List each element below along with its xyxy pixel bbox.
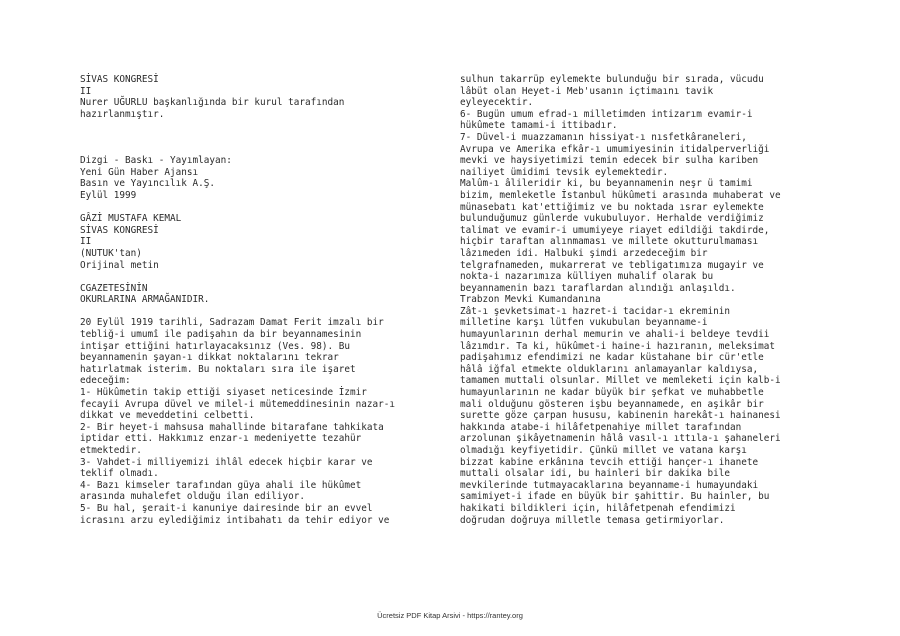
text-line: 3- Vahdet-i milliyemizi ihlâl edecek hiçbir karar ve	[80, 456, 373, 468]
text-line: fecayii Avrupa düvel ve milel-i mütemeddinesinin nazar-ı	[80, 398, 396, 410]
text-line: mevki ve haysiyetimizi temin edecek bir sulha kariben	[460, 155, 759, 167]
blank-line	[80, 144, 425, 156]
text-line: mali olduğunu gösteren işbu beyannamede, en aşikâr bir	[460, 398, 764, 410]
text-line: talimat ve evamir-i umumiyeye riayet edildiği takdirde,	[460, 224, 770, 236]
text-line: 7- Düvel-i muazzamanın hissiyat-ı nısfetkâraneleri,	[460, 131, 747, 143]
text-line: hükûmete tamami-i ittibadır.	[460, 120, 618, 132]
text-line: surette göze çarpan hususu, kabinenin harekât-ı hainanesi	[460, 410, 781, 422]
text-line: Eylül 1999	[80, 189, 137, 201]
text-line: intişar ettiğini hatırlayacaksınız (Ves. 98). Bu	[80, 340, 351, 352]
text-line: telgrafnameden, mukarrerat ve tebligatımıza mugayir ve	[460, 259, 764, 271]
text-line: iptidar etti. Hakkımız enzar-ı medeniyette tezahür	[80, 433, 362, 445]
text-line: tebliğ-i umumî ile padişahın da bir beyannamesinin	[80, 329, 362, 341]
text-line: münasebatı kat'ettiğimiz ve bu noktada ısrar eylemekte	[460, 201, 764, 213]
text-line: edeceğim:	[80, 375, 131, 387]
text-line: hatırlatmak isterim. Bu noktaları sıra ile işaret	[80, 363, 356, 375]
text-line: icrasını arzu eylediğimiz intibahatı da tehir ediyor ve	[80, 514, 390, 526]
blank-line	[80, 271, 425, 283]
text-line: Orijinal metin	[80, 259, 159, 271]
text-line: OKURLARINA ARMAĞANIDIR.	[80, 294, 210, 306]
text-line: lâzımdır. Ta ki, hükûmet-i haine-i hazıranın, meleksimat	[460, 340, 776, 352]
text-line: humayunlarının ne kadar büyük bir şefkat ve muhabbetle	[460, 387, 764, 399]
text-line: 2- Bir heyet-i mahsusa mahallinde bitarafane tahkikata	[80, 421, 384, 433]
text-line: arasında muhalefet olduğu ilan ediliyor.	[80, 491, 306, 503]
text-line: II	[80, 85, 92, 97]
text-line: beyannamenin bazı taraflardan alındığı anlaşıldı.	[460, 282, 736, 294]
text-line: Dizgi - Baskı - Yayımlayan:	[80, 155, 232, 167]
text-line: (NUTUK'tan)	[80, 247, 142, 259]
text-line: bizim, memleketle İstanbul hükûmeti arasında muhaberat ve	[460, 189, 781, 201]
text-line: humayunlarının derhal memurin ve ahali-i beldeye tevdii	[460, 329, 770, 341]
text-line: Nurer UĞURLU başkanlığında bir kurul tarafından	[80, 97, 345, 109]
blank-line	[80, 132, 425, 144]
page-footer: Ücretsiz PDF Kitap Arsivi - https://rantey.org	[377, 611, 523, 620]
text-line: bizzat kabine erkânına tevcih ettiği hançer-ı ihanete	[460, 456, 759, 468]
right-text-column	[460, 74, 840, 526]
blank-line	[80, 120, 425, 132]
text-line: bulunduğumuz günlerde vukubuluyor. Herhalde verdiğimiz	[460, 213, 764, 225]
text-line: samimiyet-i ifade en büyük bir şahittir. Bu hainler, bu	[460, 491, 770, 503]
text-line: teklif olmadı.	[80, 468, 159, 480]
text-line: milletine karşı lütfen vukubulan beyanname-i	[460, 317, 708, 329]
text-line: Malûm-ı âlileridir ki, bu beyannamenin neşr ü tamimi	[460, 178, 753, 190]
text-line: nokta-i nazarımıza külliyen muhalif olarak bu	[460, 271, 714, 283]
text-line: CGAZETESİNİN	[80, 282, 148, 294]
text-line: GÂZİ MUSTAFA KEMAL	[80, 213, 182, 225]
text-line: hakikati bildikleri için, hilâfetpenah efendimizi	[460, 502, 736, 514]
text-line: sulhun takarrüp eylemekte bulunduğu bir sırada, vücudu	[460, 74, 764, 85]
blank-line	[80, 306, 425, 318]
text-line: SİVAS KONGRESİ	[80, 74, 159, 85]
text-line: 4- Bazı kimseler tarafından güya ahali ile hükûmet	[80, 479, 362, 491]
text-line: etmektedir.	[80, 445, 142, 456]
text-line: hâlâ iğfal etmekte olduklarını anlamayanlar kaldıysa,	[460, 363, 759, 375]
text-line: nailiyet ümidimi tevsik eylemektedir.	[460, 166, 669, 178]
text-line: padişahımız efendimizi ne kadar küstahane bir cür'etle	[460, 352, 764, 364]
text-line: hiçbir taraftan alınmaması ve millete okutturulmaması	[460, 236, 759, 248]
text-line: hazırlanmıştır.	[80, 108, 165, 120]
text-line: Trabzon Mevki Kumandanına	[460, 294, 601, 306]
text-line: olmadığı keyfiyetidir. Çünkü millet ve vatana karşı	[460, 445, 747, 456]
text-line: Basın ve Yayıncılık A.Ş.	[80, 178, 216, 190]
text-line: muttali olsalar idi, bu hainleri bir dakika bile	[460, 468, 731, 480]
text-line: 6- Bugün umum efrad-ı milletimden intizarım evamir-i	[460, 108, 753, 120]
text-line: mevkilerinde tutmayacaklarına beyanname-i humayundaki	[460, 479, 759, 491]
text-line: Yeni Gün Haber Ajansı	[80, 166, 199, 178]
text-line: 1- Hükûmetin takip ettiği siyaset neticesinde İzmir	[80, 387, 367, 399]
text-line: 5- Bu hal, şerait-i kanuniye dairesinde bir an evvel	[80, 502, 373, 514]
text-line: tamamen muttali olsunlar. Millet ve memleketi için kalb-i	[460, 375, 781, 387]
text-line: beyannamenin şayan-ı dikkat noktalarını tekrar	[80, 352, 339, 364]
text-line: eyleyecektir.	[460, 97, 534, 109]
text-line: hakkında atabe-i hilâfetpenahiye millet tarafından	[460, 421, 742, 433]
text-line: SİVAS KONGRESİ	[80, 224, 159, 236]
text-line: dikkat ve meveddetini celbetti.	[80, 410, 255, 422]
text-line: lâbüt olan Heyet-i Meb'usanın içtimaını tavik	[460, 85, 714, 97]
text-line: II	[80, 236, 92, 248]
text-line: arzolunan şikâyetnamenin hâlâ vasıl-ı ıttıla-ı şahaneleri	[460, 433, 781, 445]
blank-line	[80, 202, 425, 214]
left-text-column	[80, 74, 425, 526]
text-line: Zât-ı şevketsimat-ı hazret-i tacidar-ı ekreminin	[460, 305, 731, 317]
text-line: Avrupa ve Amerika efkâr-ı umumiyesinin itidalperverliği	[460, 143, 770, 155]
text-line: doğrudan doğruya milletle temasa getirmiyorlar.	[460, 514, 725, 526]
text-line: 20 Eylül 1919 tarihli, Sadrazam Damat Ferit imzalı bir	[80, 317, 384, 329]
text-line: lâzımeden idi. Halbuki şimdi arzedeceğim bir	[460, 247, 708, 259]
